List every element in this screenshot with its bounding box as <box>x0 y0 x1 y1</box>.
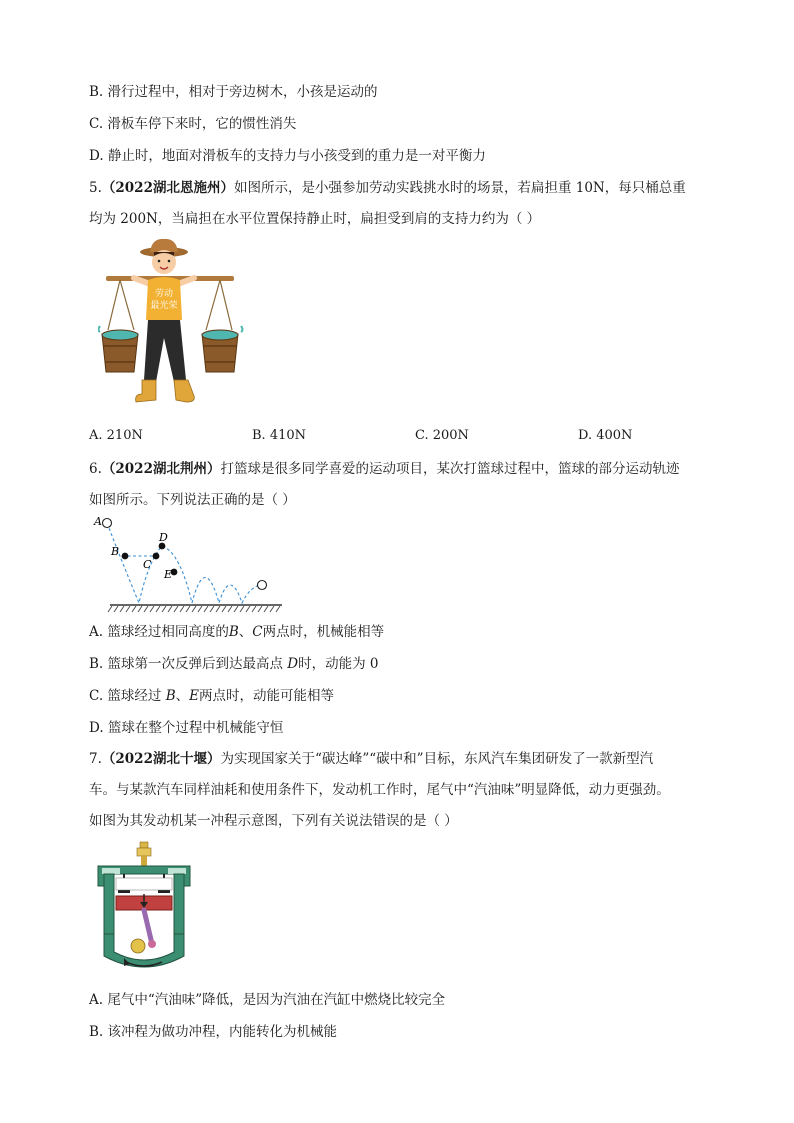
q5-stem-line2: 均为 200N，当扁担在水平位置保持静止时，扁担受到肩的支持力约为（ ） <box>89 211 541 227</box>
shirt-text: 劳动 <box>154 289 174 299</box>
q7-stem-line3: 如图为其发动机某一冲程示意图，下列有关说法错误的是（ ） <box>89 813 458 829</box>
q5-option-b: B. 410N <box>252 428 307 443</box>
water-carrier-figure <box>98 238 248 413</box>
q5-option-c: C. 200N <box>415 428 469 443</box>
q5-stem-line1 <box>89 179 686 197</box>
q4-option-b: B. 滑行过程中，相对于旁边树木，小孩是运动的 <box>89 84 378 100</box>
end-ball-marker <box>258 581 267 590</box>
q5-number: 5. <box>89 180 102 196</box>
q5-text1: 如图所示，是小强参加劳动实践挑水时的场景，若扁担重 10N，每只桶总重 <box>233 180 686 196</box>
q7-stem-line2: 车。与某款汽车同样油耗和使用条件下，发动机工作时，尾气中“汽油味”明显降低，动力更强劲。 <box>89 782 670 798</box>
q7-stem-line1 <box>89 750 653 768</box>
q6-source: （2022湖北荆州） <box>101 461 221 477</box>
q6-option-b: B. 篮球第一次反弹后到达最高点 D时，动能为 0 <box>89 656 379 672</box>
q7-number: 7. <box>89 751 102 767</box>
q6-number: 6. <box>89 461 102 477</box>
q6-option-c: C. 篮球经过 B、E两点时，动能可能相等 <box>89 688 335 704</box>
connecting-rod <box>144 910 152 944</box>
q7-option-a: A. 尾气中“汽油味”降低，是因为汽油在汽缸中燃烧比较完全 <box>89 992 446 1008</box>
point-c-marker <box>153 553 160 560</box>
q6-stem-line2: 如图所示。下列说法正确的是（ ） <box>89 492 296 508</box>
label-b: B <box>111 545 120 558</box>
q4-option-d: D. 静止时，地面对滑板车的支持力与小孩受到的重力是一对平衡力 <box>89 148 486 164</box>
q5-option-d: D. 400N <box>578 428 633 443</box>
q6-text1: 打篮球是很多同学喜爱的运动项目，某次打篮球过程中，篮球的部分运动轨迹 <box>220 461 680 477</box>
crankshaft <box>131 939 145 953</box>
q6-stem-line1 <box>89 460 679 478</box>
q4-option-c: C. 滑板车停下来时，它的惯性消失 <box>89 116 297 132</box>
point-a-marker <box>103 519 112 528</box>
label-d: D <box>159 531 168 544</box>
label-e: E <box>164 568 173 581</box>
q6-option-a: A. 篮球经过相同高度的B、C两点时，机械能相等 <box>89 624 385 640</box>
q6-option-d: D. 篮球在整个过程中机械能守恒 <box>89 720 284 736</box>
q5-option-a: A. 210N <box>89 428 143 443</box>
point-b-marker <box>122 553 129 560</box>
left-bucket <box>99 326 139 372</box>
basketball-trajectory-figure <box>92 512 288 616</box>
person <box>134 239 194 402</box>
q5-source: （2022湖北恩施州） <box>101 180 234 196</box>
right-bucket <box>202 326 243 372</box>
q7-text1: 为实现国家关于“碳达峰”“碳中和”目标，东风汽车集团研发了一款新型汽 <box>220 751 654 767</box>
label-a: A <box>94 515 102 528</box>
trajectory-curve <box>107 523 260 603</box>
svg-text:最光荣: 最光荣 <box>150 301 178 311</box>
q7-option-b: B. 该冲程为做功冲程，内能转化为机械能 <box>89 1024 338 1040</box>
engine-stroke-figure <box>94 840 194 972</box>
q7-source: （2022湖北十堰） <box>101 751 221 767</box>
label-c: C <box>143 558 152 571</box>
